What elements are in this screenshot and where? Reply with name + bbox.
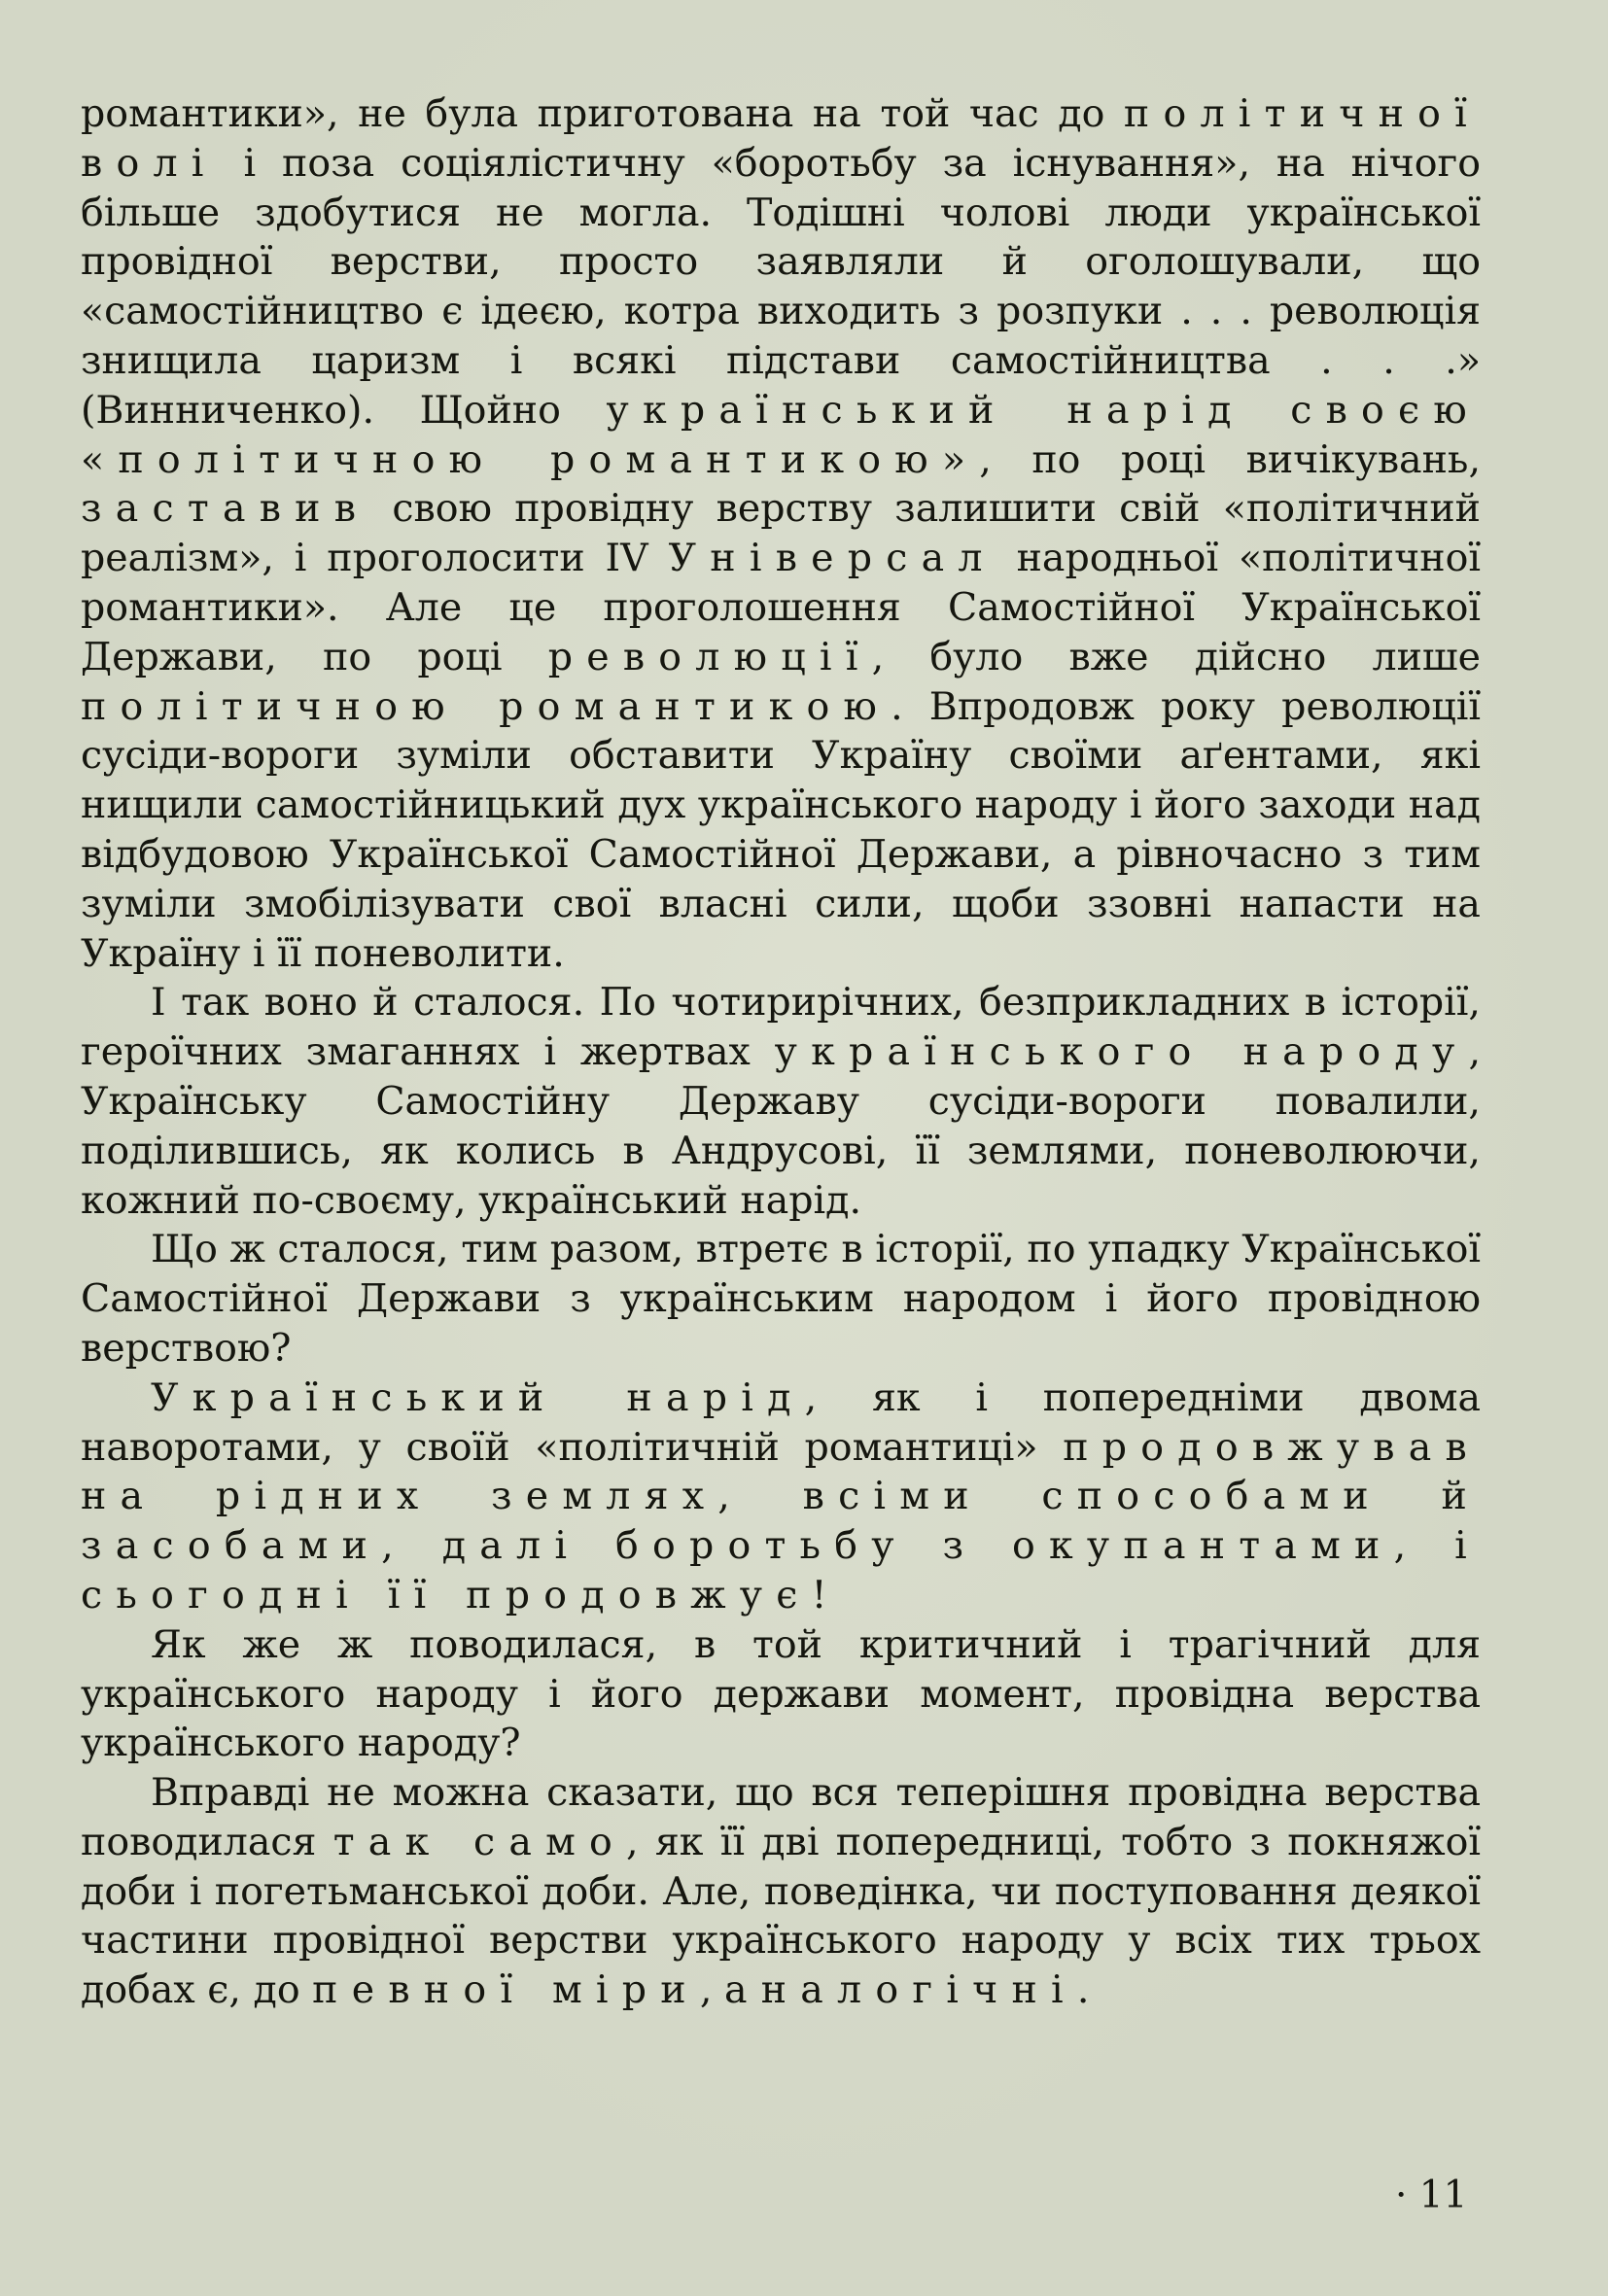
spaced-emphasis-text: так само — [332, 1819, 627, 1864]
text-run: свою провідну верству залишити свій «політичний реалізм», і проголосити IV — [81, 486, 1481, 581]
spaced-emphasis-text: продовжував на рідних землях, всіми способами й засобами, далі боротьбу з окупантами, і сьогодні її продовжує! — [81, 1424, 1481, 1618]
page-number: · 11 — [1395, 2174, 1468, 2217]
paragraph — [81, 1374, 1481, 1620]
text-run: , по році вичікувань, — [979, 436, 1481, 482]
spaced-emphasis-text: український нарід — [606, 387, 1245, 433]
paragraph — [81, 1768, 1481, 2015]
text-run: Що ж сталося, тим разом, втретє в історії, по упадку Української Самостійної Держави з українським народом і його провідною верствою? — [81, 1227, 1481, 1371]
text-run: , — [699, 1967, 724, 2013]
spaced-emphasis-text: аналогічні — [723, 1967, 1077, 2013]
spaced-emphasis-text: українського народу — [774, 1029, 1469, 1075]
paragraph — [81, 1620, 1481, 1768]
spaced-emphasis-text: революції — [547, 634, 872, 679]
text-run: народньої «політичної романтики». Але це проголошення Самостійної Української Держави, по році — [81, 536, 1481, 679]
text-run: І так воно й сталося. По чотирирічних, безприкладних в історії, героїчних змаганнях і жертвах — [81, 980, 1481, 1075]
text-run: Вправді не можна сказати, що вся теперішня провідна верства поводилася — [81, 1770, 1481, 1864]
spaced-emphasis-text: Український нарід — [151, 1374, 805, 1420]
text-run: Як же ж поводилася, в той критичний і трагічний для українського народу і його держави момент, провідна верства українського народу? — [81, 1621, 1481, 1766]
paragraph — [81, 978, 1481, 1225]
text-run: романтики», не була приготована на той час до — [81, 91, 1124, 136]
spaced-emphasis-text: політичною романтикою — [81, 683, 891, 729]
paragraph — [81, 89, 1481, 978]
body-text — [81, 89, 1481, 2015]
paragraph — [81, 1225, 1481, 1373]
text-run — [1245, 388, 1291, 433]
spaced-emphasis-text: Універсал — [668, 536, 996, 581]
text-run: . Впродовж року революції сусіди-вороги зуміли обставити Україну своїми аґентами, які нищили самостійницький дух українського народу і його заходи над відбудовою Української Самостійної Держави, а рівночасно з тим зуміли змобілізувати свої власні сили, щоби ззовні напасти на Україну і її поневолити. — [81, 683, 1481, 976]
text-run: . — [1076, 1967, 1090, 2013]
spaced-emphasis-text: певної міри — [312, 1967, 700, 2013]
spaced-emphasis-text: політичної волі — [81, 91, 1481, 186]
text-run: , Українську Самостійну Державу сусіди-вороги повалили, поділившись, як колись в Андрусові, її землями, поневолюючи, кожний по-своєму, український нарід. — [81, 1029, 1482, 1223]
text-run: і поза соціялістичну «боротьбу за існування», на нічого більше здобутися не могла. Тодішні чолові люди української провідної верстви, просто заявляли й оголошували, що «самостійництво є ідеєю, котра виходить з розпуки . . . революція знищила царизм і всякі підстави самостійництва . . .» (Винниченко). Щойно — [81, 140, 1481, 433]
text-run: , як і попередніми двома наворотами, у своїй «політичній романтиці» — [81, 1374, 1481, 1470]
spaced-emphasis-text: заставив — [81, 486, 370, 532]
text-run: , як її дві попередниці, тобто з покняжої доби і погетьманської доби. Але, поведінка, чи поступовання деякої частини провідної верстви українського народу у всіх тих трьох добах є, до — [81, 1819, 1481, 2013]
text-run: , було вже дійсно лише — [871, 634, 1481, 679]
spaced-emphasis-text: своєю «політичною романтикою» — [81, 387, 1482, 482]
